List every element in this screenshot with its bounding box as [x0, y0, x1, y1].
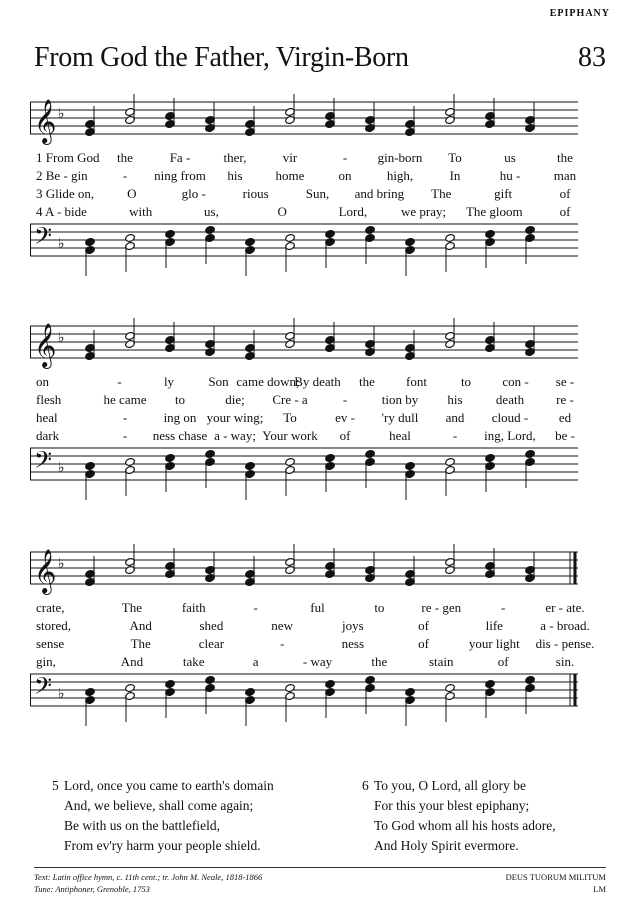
lyric-line [30, 392, 578, 408]
verse-line: To God whom all his hosts adore, [374, 818, 556, 833]
lyric-syllable: O [277, 204, 287, 219]
tune-name: DEUS TUORUM MILITUM [505, 872, 606, 882]
lyric-syllable: - [122, 410, 128, 425]
lyric-syllable: to [460, 374, 472, 389]
verse-line: And Holy Spirit evermore. [374, 838, 519, 853]
note-head [85, 687, 96, 696]
note-head [285, 233, 296, 242]
lyric-syllable: of [339, 428, 351, 443]
lyric-syllable: of [418, 636, 429, 651]
note-head [445, 457, 456, 466]
svg-text:♭: ♭ [58, 331, 65, 346]
svg-text:𝄞: 𝄞 [34, 549, 57, 593]
lyric-syllable: To [283, 410, 297, 425]
lyric-syllable: re - gen [421, 600, 462, 615]
note-head [485, 453, 496, 462]
note-head [325, 679, 336, 688]
lyric-syllable: and [445, 410, 465, 425]
lyric-syllable: stain [428, 654, 454, 669]
lyric-syllable: came down; [236, 374, 300, 389]
lyric-syllable: font [406, 374, 427, 389]
verse-line: For this your blest epiphany; [374, 798, 530, 813]
note-head [485, 679, 496, 688]
note-head [205, 675, 216, 684]
lyric-line [30, 204, 578, 220]
lyric-syllable: hu - [499, 168, 521, 183]
note-head [125, 233, 136, 242]
lyric-syllable: heal [36, 410, 58, 425]
lyric-syllable: crate, [36, 600, 65, 615]
lyric-syllable: 'ry dull [381, 410, 419, 425]
note-head [525, 449, 536, 458]
lyric-syllable: - [342, 150, 348, 165]
lyric-syllable: dark [36, 428, 60, 443]
lyric-syllable: Your work [262, 428, 318, 443]
lyric-syllable: ing on [163, 410, 197, 425]
lyric-syllable: gin, [36, 654, 56, 669]
lyric-syllable: er - ate. [545, 600, 585, 615]
lyric-line [30, 636, 595, 652]
lyric-syllable: your wing; [206, 410, 264, 425]
lyric-syllable: Sun, [305, 186, 330, 201]
lyric-syllable: the [557, 150, 573, 165]
note-head [525, 675, 536, 684]
svg-text:𝄢: 𝄢 [34, 672, 53, 705]
lyric-syllable: - [122, 168, 128, 183]
lyric-syllable: shed [199, 618, 224, 633]
lyric-syllable: - [500, 600, 506, 615]
verse-line: And, we believe, shall come again; [64, 798, 254, 813]
note-head [405, 237, 416, 246]
note-head [165, 453, 176, 462]
meter: LM [593, 884, 606, 894]
lyric-syllable: on [36, 374, 49, 389]
svg-text:𝄢: 𝄢 [34, 222, 53, 255]
lyric-syllable: 2 Be - gin [36, 168, 88, 183]
verse-line: Be with us on the battlefield, [64, 818, 220, 833]
note-head [125, 457, 136, 466]
lyric-syllable: the [359, 374, 375, 389]
lyric-syllable: death [495, 392, 525, 407]
note-head [125, 683, 136, 692]
note-head [405, 687, 416, 696]
lyric-syllable: on [338, 168, 352, 183]
note-head [285, 457, 296, 466]
note-head [245, 687, 256, 696]
hymn-number: 83 [578, 42, 606, 73]
note-head [245, 237, 256, 246]
lyric-syllable: clear [198, 636, 225, 651]
svg-text:𝄞: 𝄞 [34, 99, 57, 143]
note-head [85, 461, 96, 470]
verse-6 [362, 776, 556, 856]
lyric-syllable: ing, Lord, [484, 428, 536, 443]
svg-text:♭: ♭ [58, 557, 65, 572]
lyric-syllable: new [271, 618, 293, 633]
lyric-syllable: - [122, 428, 128, 443]
lyric-syllable: your light [468, 636, 520, 651]
lyric-syllable: man [553, 168, 577, 183]
lyric-syllable: a [252, 654, 259, 669]
lyric-syllable: a - broad. [540, 618, 590, 633]
lyric-syllable: To [448, 150, 462, 165]
lyric-syllable: high, [386, 168, 414, 183]
verse-number: 6 [362, 778, 369, 793]
lyric-syllable: take [182, 654, 205, 669]
note-head [525, 225, 536, 234]
lyric-syllable: ev - [335, 410, 355, 425]
note-head [445, 233, 456, 242]
lyric-syllable: vir [282, 150, 298, 165]
lyric-syllable: - [452, 428, 458, 443]
lyric-line [30, 150, 578, 166]
music-system-3 [30, 538, 595, 728]
lyric-syllable: re - [556, 392, 574, 407]
footer-divider [34, 867, 606, 868]
verse-number: 5 [52, 778, 59, 793]
lyric-syllable: 1 From God [36, 150, 100, 165]
lyric-syllable: And [120, 654, 144, 669]
lyric-syllable: of [559, 186, 571, 201]
lyric-syllable: tion by [381, 392, 419, 407]
lyric-syllable: Son [208, 374, 229, 389]
lyric-syllable: life [485, 618, 503, 633]
lyric-syllable: to [174, 392, 186, 407]
lyric-syllable: In [449, 168, 461, 183]
note-head [85, 237, 96, 246]
lyric-syllable: - way [302, 654, 333, 669]
lyric-syllable: we pray; [401, 204, 447, 219]
lyric-syllable: 4 A - bide [36, 204, 87, 219]
lyric-syllable: dis - pense. [535, 636, 595, 651]
note-head [165, 229, 176, 238]
lyric-syllable: faith [181, 600, 206, 615]
lyric-syllable: Fa - [169, 150, 191, 165]
lyric-syllable: ly [163, 374, 175, 389]
note-head [205, 449, 216, 458]
lyric-syllable: of [418, 618, 429, 633]
note-head [365, 225, 376, 234]
lyric-syllable: us, [204, 204, 219, 219]
text-credit: Text: Latin office hymn, c. 11th cent.; tr. John M. Neale, 1818-1866 [34, 872, 263, 882]
lyric-syllable: a - way; [214, 428, 256, 443]
lyric-syllable: O [127, 186, 137, 201]
note-head [285, 683, 296, 692]
lyric-syllable: ness [341, 636, 365, 651]
music-system-2 [30, 312, 578, 502]
lyric-syllable: his [447, 392, 463, 407]
lyric-syllable: - [342, 392, 348, 407]
lyric-line [30, 374, 578, 390]
tune-credit: Tune: Antiphoner, Grenoble, 1753 [34, 884, 150, 894]
lyric-syllable: the [117, 150, 133, 165]
lyric-syllable: ness chase [152, 428, 208, 443]
lyric-syllable: - [117, 374, 122, 389]
verse-line: Lord, once you came to earth's domain [64, 778, 274, 793]
svg-text:♭: ♭ [58, 237, 65, 252]
lyric-syllable: sense [36, 636, 65, 651]
svg-text:♭: ♭ [58, 107, 65, 122]
note-head [445, 683, 456, 692]
note-head [165, 679, 176, 688]
lyric-syllable: - [279, 636, 285, 651]
lyric-syllable: die; [225, 392, 245, 407]
lyric-syllable: the [371, 654, 388, 669]
lyric-syllable: he came [103, 392, 147, 407]
lyric-line [30, 410, 578, 426]
lyric-syllable: gift [494, 186, 513, 201]
lyric-syllable: gin-born [377, 150, 423, 165]
lyric-line [30, 186, 578, 202]
lyric-syllable: And [129, 618, 152, 633]
lyric-syllable: flesh [36, 392, 62, 407]
svg-text:♭: ♭ [58, 461, 65, 476]
lyric-syllable: - [253, 600, 258, 615]
lyric-line [30, 600, 585, 616]
lyric-syllable: cloud - [491, 410, 529, 425]
lyric-syllable: Lord, [338, 204, 368, 219]
lyric-syllable: his [227, 168, 243, 183]
lyric-syllable: sin. [555, 654, 575, 669]
svg-text:♭: ♭ [58, 687, 65, 702]
lyric-syllable: The [121, 600, 142, 615]
lyric-syllable: se - [555, 374, 575, 389]
lyric-line [30, 618, 590, 634]
lyric-syllable: stored, [36, 618, 72, 633]
note-head [245, 461, 256, 470]
lyric-syllable: ning from [154, 168, 206, 183]
verse-line: To you, O Lord, all glory be [374, 778, 527, 793]
lyric-syllable: be - [555, 428, 575, 443]
lyric-syllable: 3 Glide on, [36, 186, 95, 201]
lyric-syllable: The [431, 186, 452, 201]
svg-text:𝄞: 𝄞 [34, 323, 57, 367]
verse-line: From ev'ry harm your people shield. [64, 838, 261, 853]
svg-text:𝄢: 𝄢 [34, 446, 53, 479]
verse-5 [52, 776, 274, 856]
lyric-syllable: home [275, 168, 305, 183]
lyric-syllable: By death [294, 374, 341, 389]
lyric-syllable: ed [558, 410, 572, 425]
note-head [365, 675, 376, 684]
lyric-line [30, 428, 578, 444]
lyric-syllable: us [504, 150, 516, 165]
music-system-1 [30, 88, 578, 278]
lyric-syllable: ther, [223, 150, 247, 165]
lyric-syllable: to [374, 600, 385, 615]
lyric-syllable: Cre - a [272, 392, 308, 407]
lyric-syllable: of [497, 654, 509, 669]
note-head [325, 229, 336, 238]
section-label: EPIPHANY [549, 8, 610, 19]
note-head [405, 461, 416, 470]
hymn-title: From God the Father, Virgin-Born [34, 42, 409, 73]
lyric-syllable: joys [342, 618, 364, 633]
note-head [485, 229, 496, 238]
lyric-syllable: The [130, 636, 151, 651]
lyric-syllable: with [129, 204, 153, 219]
lyric-syllable: rious [242, 186, 269, 201]
lyric-syllable: con - [502, 374, 529, 389]
lyric-syllable: glo - [181, 186, 206, 201]
lyric-syllable: of [559, 204, 571, 219]
lyric-syllable: The gloom [465, 204, 523, 219]
lyric-line [30, 168, 578, 184]
lyric-syllable: ful [310, 600, 325, 615]
note-head [205, 225, 216, 234]
lyric-line [30, 654, 578, 670]
lyric-syllable: heal [389, 428, 411, 443]
note-head [325, 453, 336, 462]
lyric-syllable: and bring [354, 186, 405, 201]
note-head [365, 449, 376, 458]
